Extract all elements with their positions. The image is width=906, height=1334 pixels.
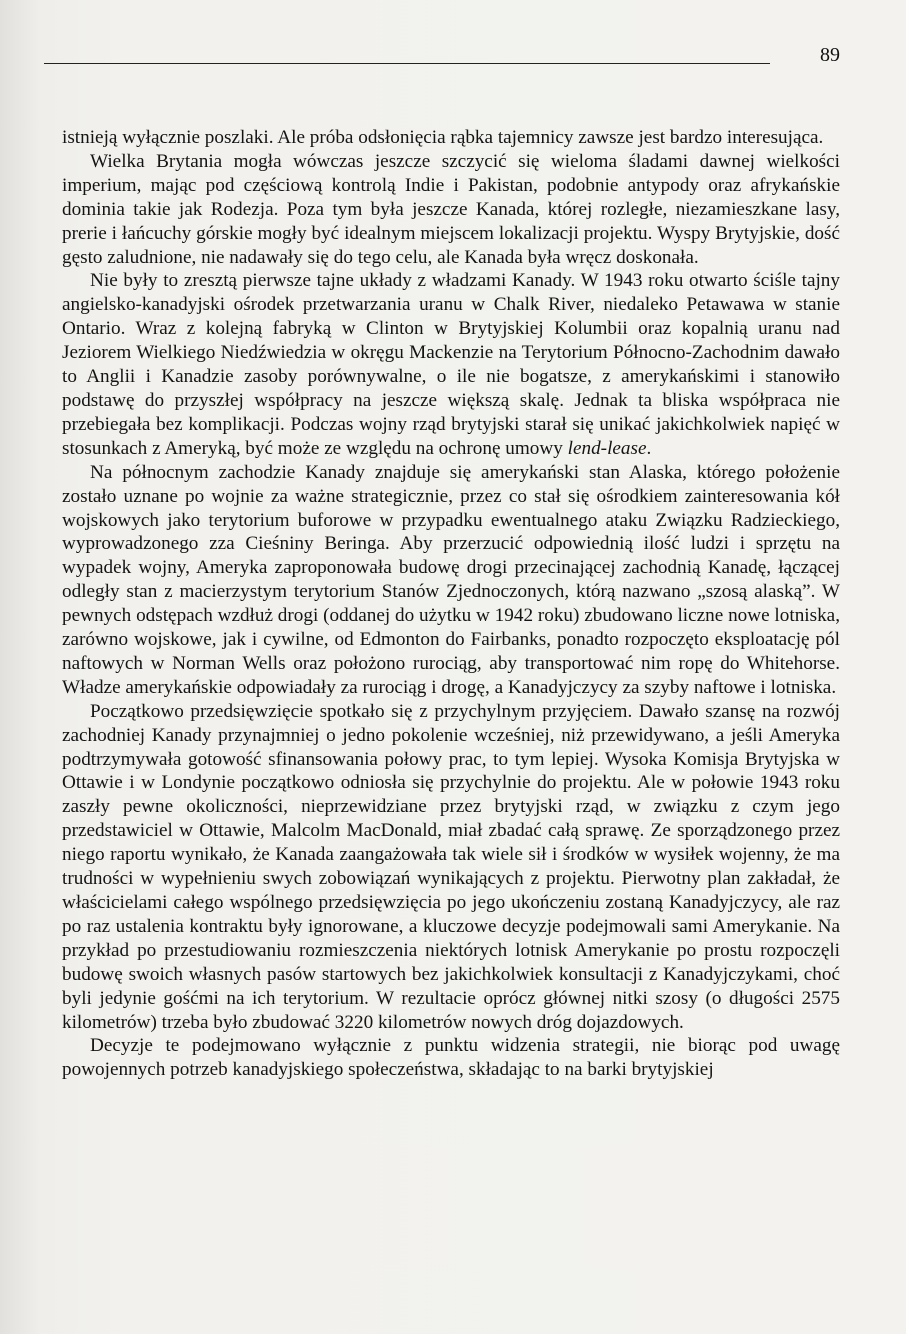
paragraph-3 [62,269,840,460]
paragraph-1: istnieją wyłącznie poszlaki. Ale próba odsłonięcia rąbka tajemnicy zawsze jest bardzo interesująca. [62,127,824,148]
body-text [62,126,840,1082]
paragraph-3-end: . [646,437,652,459]
page-number: 89 [820,44,840,66]
paragraph-2: Wielka Brytania mogła wówczas jeszcze szczycić się wieloma śladami dawnej wielkości imperium, mając pod częściową kontrolą Indie i Pakistan, podobnie antypody oraz afrykańskie dominia takie jak Rodezja. Poza tym była jeszcze Kanada, której rozległe, niezamieszkane lasy, prerie i łańcuchy górskie mogły być idealnym miejscem lokalizacji projektu. Wyspy Brytyjskie, dość gęsto zaludnione, nie nadawały się do tego celu, ale Kanada była wręcz doskonała. [62,150,840,268]
lend-lease-term: lend-lease [567,437,647,459]
paragraph-5: Początkowo przedsięwzięcie spotkało się z przychylnym przyjęciem. Dawało szansę na rozwój zachodniej Kanady przynajmniej o jedno pokolenie wcześniej, niż przewidywano, a jeśli Ameryka podtrzymywała gotowość sfinansowania połowy prac, to tym lepiej. Wysoka Komisja Brytyjska w Ottawie i w Londynie początkowo odniosła się przychylnie do projektu. Ale w połowie 1943 roku zaszły pewne okoliczności, nieprzewidziane przez brytyjski rząd, w związku z czym jego przedstawiciel w Ottawie, Malcolm MacDonald, miał zbadać całą sprawę. Ze sporządzonego przez niego raportu wynikało, że Kanada zaangażowała tak wiele sił i środków w wysiłek wojenny, że ma trudności w wypełnieniu swych zobowiązań wynikających z projektu. Pierwotny plan zakładał, że właścicielami całego wspólnego przedsięwzięcia po jego ukończeniu zostaną Kanadyjczycy, ale raz po raz ustalenia kontraktu były ignorowane, a kluczowe decyzje podejmowali sami Amerykanie. Na przykład po przestudiowaniu rozmieszczenia niektórych lotnisk Amerykanie po prostu rozpoczęli budowę swoich własnych pasów startowych bez jakichkolwiek konsultacji z Kanadyjczykami, choć byli jedynie gośćmi na ich terytorium. W rezultacie oprócz głównej nitki szosy (o długości 2575 kilometrów) trzeba było zbudować 3220 kilometrów nowych dróg dojazdowych. [62,700,840,1033]
paragraph-6: Decyzje te podejmowano wyłącznie z punktu widzenia strategii, nie biorąc pod uwagę powojennych potrzeb kanadyjskiego społeczeństwa, składając to na barki brytyjskiej [62,1035,840,1081]
paragraph-4: Na północnym zachodzie Kanady znajduje się amerykański stan Alaska, którego położenie zostało uznane po wojnie za ważne strategicznie, przez co stał się ośrodkiem zainteresowania kół wojskowych jako terytorium buforowe w przypadku ewentualnego ataku Związku Radzieckiego, wyprowadzonego zza Cieśniny Beringa. Aby przerzucić odpowiednią ilość ludzi i sprzętu na wypadek wojny, Ameryka zaproponowała budowę drogi przecinającej zachodnią Kanadę, łączącej odległy stan z macierzystym terytorium Stanów Zjednoczonych, którą nazwano „szosą alaską”. W pewnych odstępach wzdłuż drogi (oddanej do użytku w 1942 roku) zbudowano liczne nowe lotniska, zarówno wojskowe, jak i cywilne, od Edmonton do Fairbanks, ponadto rozpoczęto eksploatację pól naftowych w Norman Wells oraz położono rurociąg, aby transportować nim ropę do Whitehorse. Władze amerykańskie odpowiadały za rurociąg i drogę, a Kanadyjczycy za szyby naftowe i lotniska. [62,461,840,698]
paragraph-3-text: Nie były to zresztą pierwsze tajne układy z władzami Kanady. W 1943 roku otwarto ściśle tajny angielsko-kanadyjski ośrodek przetwarzania uranu w Chalk River, niedaleko Petawawa w stanie Ontario. Wraz z kolejną fabryką w Clinton w Brytyjskiej Kolumbii oraz kopalnią uranu nad Jeziorem Wielkiego Niedźwiedzia w okręgu Mackenzie na Terytorium Północno-Zachodnim dawało to Anglii i Kanadzie zasoby porównywalne, o ile nie bogatsze, z amerykańskimi i stanowiło podstawę do przyszłej współpracy na jeszcze większą skalę. Jednak ta bliska współpraca nie przebiegała bez komplikacji. Podczas wojny rząd brytyjski starał się unikać jakichkolwiek napięć w stosunkach z Ameryką, być może ze względu na ochronę umowy [62,270,840,459]
header-rule [44,63,770,64]
